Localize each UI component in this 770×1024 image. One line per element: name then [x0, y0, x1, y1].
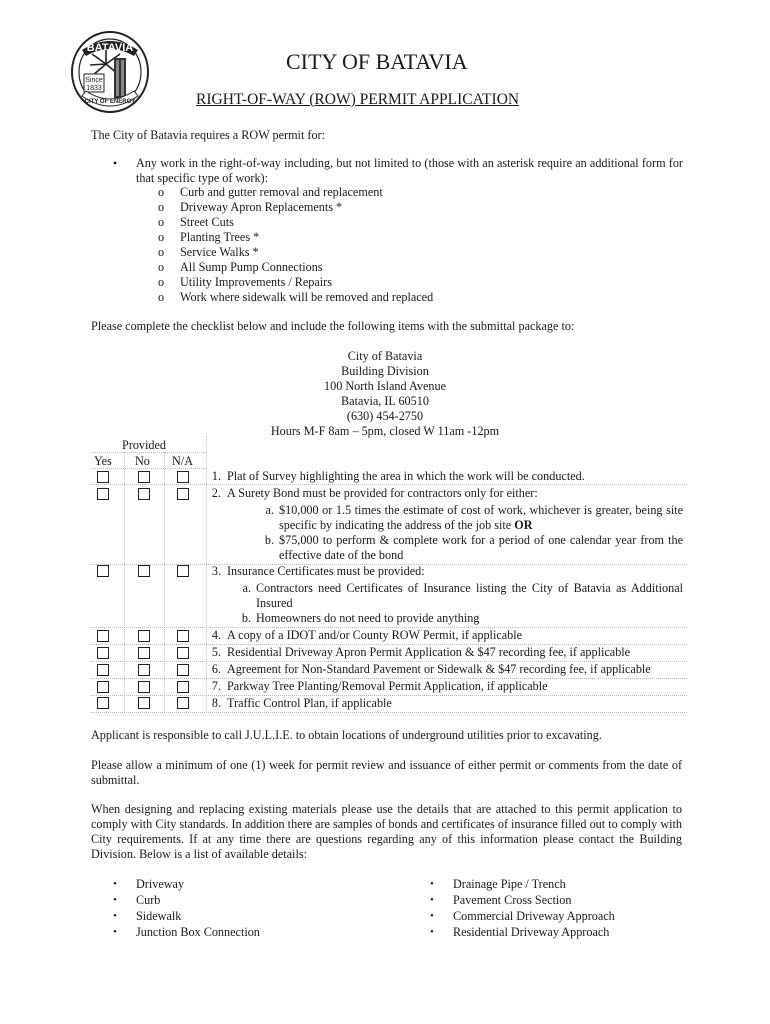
column-divider: [164, 452, 165, 712]
list-item: o All Sump Pump Connections: [158, 260, 323, 274]
item5-no-checkbox[interactable]: [138, 647, 150, 659]
scope-bullet-text: Any work in the right-of-way including, but not limited to (those with an asterisk require an additional form for that specific type of work):: [136, 156, 683, 185]
checklist-item-3a: a. Contractors need Certificates of Insurance listing the City of Batavia as Additional Insured: [242, 581, 683, 610]
list-item: • Residential Driveway Approach: [430, 925, 610, 939]
address-line: City of Batavia: [347, 349, 423, 363]
item7-na-checkbox[interactable]: [177, 681, 189, 693]
list-item: o Planting Trees *: [158, 230, 260, 244]
item5-yes-checkbox[interactable]: [97, 647, 109, 659]
provided-header: Provided: [122, 438, 167, 452]
item4-yes-checkbox[interactable]: [97, 630, 109, 642]
address-line: (630) 454-2750: [346, 409, 424, 423]
list-item: • Curb: [113, 893, 161, 907]
checklist-item-8: 8. Traffic Control Plan, if applicable: [211, 696, 392, 710]
item3-no-checkbox[interactable]: [138, 565, 150, 577]
table-divider: [91, 484, 687, 485]
item8-na-checkbox[interactable]: [177, 697, 189, 709]
checklist-item-3: 3. Insurance Certificates must be provided:: [211, 564, 425, 578]
item1-na-checkbox[interactable]: [177, 471, 189, 483]
item4-na-checkbox[interactable]: [177, 630, 189, 642]
address-line: Building Division: [341, 364, 429, 378]
checklist-item-2a: a. $10,000 or 1.5 times the estimate of cost of work, whichever is greater, being site specific by indicating the address of the job site OR: [265, 503, 683, 532]
col-yes-header: Yes: [94, 454, 112, 468]
list-item: • Sidewalk: [113, 909, 182, 923]
checklist-item-7: 7. Parkway Tree Planting/Removal Permit Application, if applicable: [211, 679, 548, 693]
item4-no-checkbox[interactable]: [138, 630, 150, 642]
list-item: o Driveway Apron Replacements *: [158, 200, 343, 214]
list-item: o Service Walks *: [158, 245, 259, 259]
checklist-item-4: 4. A copy of a IDOT and/or County ROW Permit, if applicable: [211, 628, 523, 642]
svg-text:1833: 1833: [86, 85, 102, 92]
checklist-item-6: 6. Agreement for Non-Standard Pavement or Sidewalk & $47 recording fee, if applicable: [211, 662, 651, 676]
item5-na-checkbox[interactable]: [177, 647, 189, 659]
checklist-item-2: 2. A Surety Bond must be provided for contractors only for either:: [211, 486, 538, 500]
item8-yes-checkbox[interactable]: [97, 697, 109, 709]
list-item: • Commercial Driveway Approach: [430, 909, 615, 923]
checklist-item-5: 5. Residential Driveway Apron Permit Application & $47 recording fee, if applicable: [211, 645, 631, 659]
checklist-item-1: 1. Plat of Survey highlighting the area in which the work will be conducted.: [211, 469, 585, 483]
page-title: CITY OF BATAVIA: [286, 49, 468, 74]
list-item: • Pavement Cross Section: [430, 893, 572, 907]
svg-text:Since: Since: [85, 77, 103, 84]
item6-yes-checkbox[interactable]: [97, 664, 109, 676]
office-hours: Hours M-F 8am – 5pm, closed W 11am -12pm: [270, 424, 500, 438]
details-list-right: [430, 877, 690, 941]
julie-notice: Applicant is responsible to call J.U.L.I.E. to obtain locations of underground utilities prior to excavating.: [91, 728, 602, 742]
city-seal-logo: [70, 30, 150, 116]
item3-yes-checkbox[interactable]: [97, 565, 109, 577]
item2-no-checkbox[interactable]: [138, 488, 150, 500]
table-divider: [91, 468, 206, 469]
list-item: o Work where sidewalk will be removed and replaced: [158, 290, 434, 304]
checklist-item-3b: b. Homeowners do not need to provide anything: [241, 611, 480, 625]
details-paragraph: When designing and replacing existing materials please use the details that are attached to this permit application to comply with City standards. In addition there are samples of bonds and certificates of insurance filled out to comply with City requirements. If at any time there are questions regarding any of this information please contact the Building Division. Below is a list of available details:: [91, 802, 682, 861]
item2-na-checkbox[interactable]: [177, 488, 189, 500]
item1-no-checkbox[interactable]: [138, 471, 150, 483]
review-time-notice: Please allow a minimum of one (1) week for permit review and issuance of either permit or comments from the date of submittal.: [91, 758, 682, 787]
bullet-marker: •: [113, 156, 118, 170]
item3-na-checkbox[interactable]: [177, 565, 189, 577]
details-list-left: [113, 877, 333, 941]
list-item: • Junction Box Connection: [113, 925, 260, 939]
address-block: [0, 349, 770, 439]
item8-no-checkbox[interactable]: [138, 697, 150, 709]
col-na-header: N/A: [172, 454, 193, 468]
col-no-header: No: [135, 454, 150, 468]
list-item: • Driveway: [113, 877, 185, 891]
address-line: Batavia, IL 60510: [341, 394, 429, 408]
list-item: o Street Cuts: [158, 215, 234, 229]
item1-yes-checkbox[interactable]: [97, 471, 109, 483]
svg-text:CITY OF ENERGY: CITY OF ENERGY: [84, 99, 136, 105]
checklist-intro: Please complete the checklist below and include the following items with the submittal package to:: [91, 319, 575, 333]
item7-no-checkbox[interactable]: [138, 681, 150, 693]
address-line: 100 North Island Avenue: [324, 379, 446, 393]
page-subtitle: RIGHT-OF-WAY (ROW) PERMIT APPLICATION: [196, 91, 520, 108]
item2-yes-checkbox[interactable]: [97, 488, 109, 500]
list-item: o Utility Improvements / Repairs: [158, 275, 332, 289]
table-divider: [91, 452, 206, 453]
list-item: o Curb and gutter removal and replacement: [158, 185, 383, 199]
item6-no-checkbox[interactable]: [138, 664, 150, 676]
work-type-list: [158, 185, 433, 305]
column-divider: [124, 452, 125, 712]
intro-text: The City of Batavia requires a ROW permit for:: [91, 128, 325, 142]
table-divider: [91, 712, 687, 713]
checklist-item-2b: b. $75,000 to perform & complete work for a period of one calendar year from the effective date of the bond: [264, 533, 683, 562]
item6-na-checkbox[interactable]: [177, 664, 189, 676]
list-item: • Drainage Pipe / Trench: [430, 877, 566, 891]
logo-top-text: BATAVIA: [86, 42, 134, 54]
item7-yes-checkbox[interactable]: [97, 681, 109, 693]
